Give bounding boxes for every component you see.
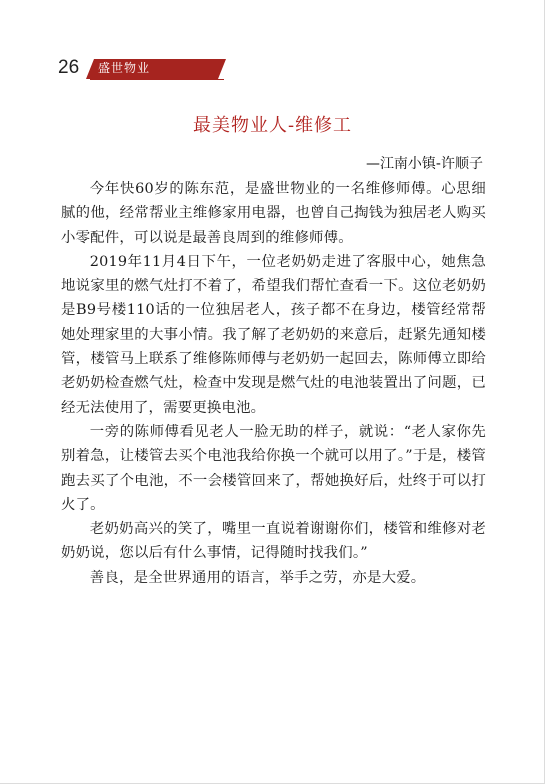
paragraph: 2019年11月4日下午，一位老奶奶走进了客服中心，她焦急地说家里的燃气灶打不着了，希望我们帮忙查看一下。这位老奶奶是B9号楼110话的一位独居老人，孩子都不在身边，楼管经常帮她处理家里的大事小情。我了解了老奶奶的来意后，赶紧先通知楼管，楼管马上联系了维修陈师傅与老奶奶一起回去，陈师傅立即给老奶奶检查燃气灶，检查中发现是燃气灶的电池装置出了问题，已经无法使用了，需要更换电池。: [61, 253, 486, 416]
paragraph: 老奶奶高兴的笑了，嘴里一直说着谢谢你们，楼管和维修对老奶奶说，您以后有什么事情，记得随时找我们。”: [61, 521, 486, 562]
page-header: [58, 56, 178, 80]
page-number: 26: [58, 57, 80, 78]
article-byline: —江南小镇-许顺子: [365, 156, 483, 172]
section-label: 盛世物业: [98, 61, 151, 75]
paragraph: 一旁的陈师傅看见老人一脸无助的样子，就说：“老人家你先别着急，让楼管去买个电池我给你换一个就可以用了。”于是，楼管跑去买了个电池，不一会楼管回来了，帮她换好后，灶终于可以打火了。: [61, 423, 486, 513]
article-title: 最美物业人-维修工: [192, 115, 353, 136]
section-banner: [86, 58, 226, 80]
paragraph: 善良，是全世界通用的语言，举手之劳，亦是大爱。: [89, 569, 426, 586]
article-body: [61, 177, 486, 590]
paragraph: 今年快60岁的陈东范，是盛世物业的一名维修师傅。心思细腻的他，经常帮业主维修家用电器，也曾自己掏钱为独居老人购买小零配件，可以说是最善良周到的维修师傅。: [61, 181, 486, 246]
